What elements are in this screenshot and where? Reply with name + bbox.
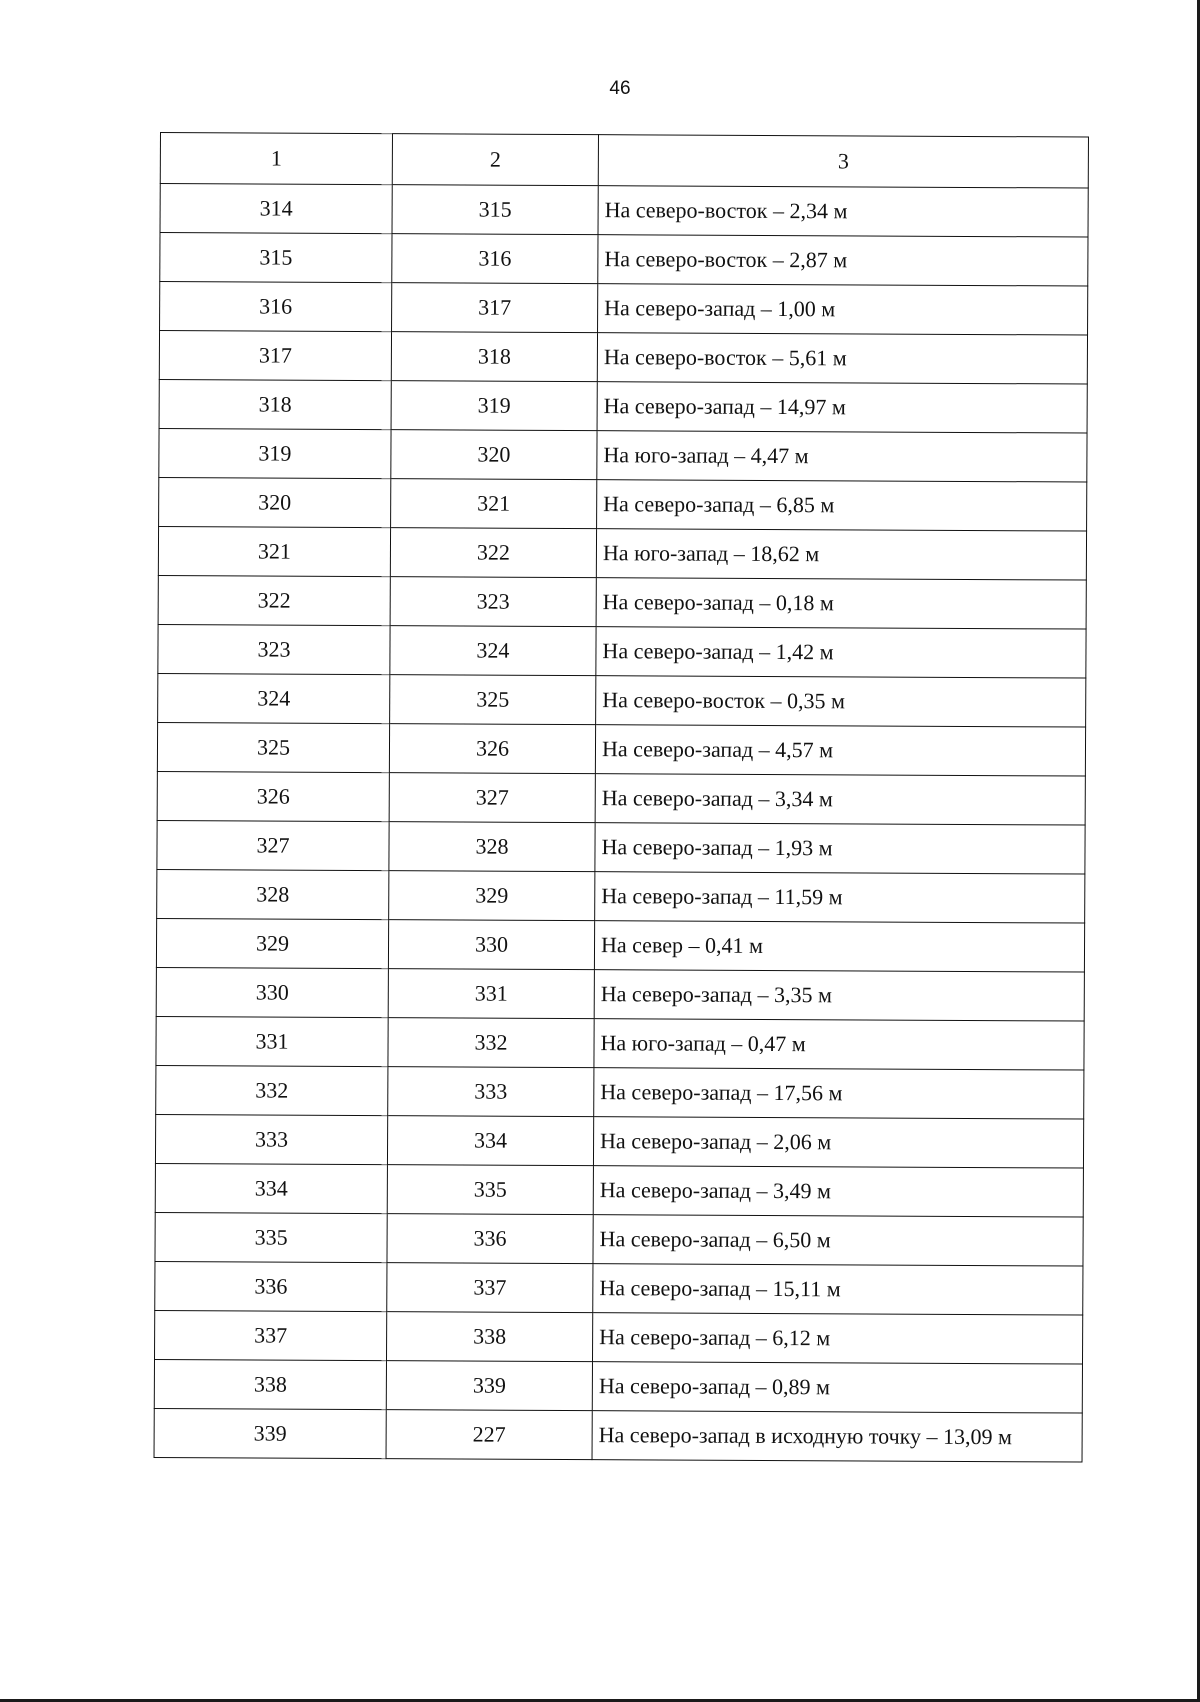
point-to-cell: 331 [388,969,594,1019]
direction-distance-cell: На северо-запад – 6,12 м [592,1313,1082,1364]
table-header-row [160,133,1088,189]
direction-distance-cell: На северо-запад – 1,42 м [596,627,1086,678]
point-from-cell: 334 [155,1163,387,1213]
table-row [156,918,1084,972]
table-row [155,1114,1083,1168]
point-to-cell: 328 [389,822,595,872]
direction-distance-cell: На север – 0,41 м [594,921,1084,972]
table-row [157,722,1085,776]
table-row [156,967,1084,1021]
direction-distance-cell: На северо-запад – 6,85 м [597,480,1087,531]
table-row [158,673,1086,727]
direction-distance-cell: На северо-восток – 0,35 м [596,676,1086,727]
point-to-cell: 321 [391,479,597,529]
table-row [157,771,1085,825]
table-row [155,1261,1083,1315]
point-from-cell: 315 [160,233,392,283]
table-row [155,1310,1083,1364]
table-row [160,233,1088,287]
direction-distance-cell: На северо-запад – 17,56 м [594,1068,1084,1119]
direction-distance-cell: На северо-запад – 2,06 м [593,1117,1083,1168]
point-from-cell: 320 [159,477,391,527]
point-to-cell: 330 [388,920,594,970]
table-row [160,184,1088,238]
point-to-cell: 334 [387,1116,593,1166]
direction-distance-cell: На северо-восток – 2,34 м [598,186,1088,237]
point-from-cell: 322 [158,575,390,625]
point-from-cell: 330 [156,967,388,1017]
table-row [154,1359,1082,1413]
direction-distance-cell: На северо-запад в исходную точку – 13,09 м [592,1411,1082,1462]
point-to-cell: 317 [392,283,598,333]
point-to-cell: 318 [391,332,597,382]
table-row [158,575,1086,629]
point-from-cell: 326 [157,771,389,821]
table-row [160,282,1088,336]
point-to-cell: 324 [390,626,596,676]
point-from-cell: 329 [156,918,388,968]
direction-distance-cell: На северо-запад – 6,50 м [593,1215,1083,1266]
point-to-cell: 336 [387,1214,593,1264]
direction-distance-cell: На юго-запад – 0,47 м [594,1019,1084,1070]
direction-distance-cell: На северо-запад – 1,00 м [598,284,1088,335]
point-from-cell: 335 [155,1212,387,1262]
column-header-1: 1 [160,133,392,185]
point-from-cell: 333 [155,1114,387,1164]
point-to-cell: 329 [389,871,595,921]
table-row [156,1016,1084,1070]
table-row [159,331,1087,385]
table-row [154,1408,1082,1462]
column-header-3: 3 [598,135,1088,188]
table-row [155,1212,1083,1266]
direction-distance-cell: На северо-запад – 14,97 м [597,382,1087,433]
table-row [155,1163,1083,1217]
direction-distance-cell: На северо-запад – 0,89 м [592,1362,1082,1413]
point-from-cell: 338 [154,1359,386,1409]
boundary-table [154,132,1089,1463]
table-row [159,379,1087,433]
point-to-cell: 332 [388,1018,594,1068]
point-to-cell: 315 [392,185,598,235]
point-to-cell: 316 [392,234,598,284]
page-number: 46 [609,78,631,99]
point-from-cell: 323 [158,624,390,674]
direction-distance-cell: На северо-запад – 3,34 м [595,774,1085,825]
point-from-cell: 318 [159,379,391,429]
table-row [158,526,1086,580]
table-row [157,869,1085,923]
direction-distance-cell: На северо-восток – 5,61 м [597,333,1087,384]
table-row [159,477,1087,531]
point-to-cell: 227 [386,1410,592,1460]
direction-distance-cell: На северо-восток – 2,87 м [598,235,1088,286]
point-to-cell: 322 [390,528,596,578]
point-from-cell: 328 [157,869,389,919]
direction-distance-cell: На юго-запад – 4,47 м [597,431,1087,482]
point-to-cell: 338 [386,1312,592,1362]
direction-distance-cell: На северо-запад – 1,93 м [595,823,1085,874]
column-header-2: 2 [392,134,598,186]
point-from-cell: 337 [155,1310,387,1360]
point-to-cell: 319 [391,381,597,431]
direction-distance-cell: На северо-запад – 15,11 м [593,1264,1083,1315]
point-from-cell: 339 [154,1408,386,1458]
table-row [159,428,1087,482]
direction-distance-cell: На северо-запад – 3,49 м [593,1166,1083,1217]
point-from-cell: 317 [159,331,391,381]
point-from-cell: 319 [159,428,391,478]
point-to-cell: 333 [388,1067,594,1117]
direction-distance-cell: На юго-запад – 18,62 м [596,529,1086,580]
point-to-cell: 326 [389,724,595,774]
point-from-cell: 314 [160,184,392,234]
direction-distance-cell: На северо-запад – 3,35 м [594,970,1084,1021]
point-to-cell: 327 [389,773,595,823]
point-from-cell: 332 [156,1065,388,1115]
point-from-cell: 325 [157,722,389,772]
point-to-cell: 335 [387,1165,593,1215]
point-to-cell: 337 [387,1263,593,1313]
point-from-cell: 324 [158,673,390,723]
point-to-cell: 320 [391,430,597,480]
table-row [157,820,1085,874]
table-row [158,624,1086,678]
direction-distance-cell: На северо-запад – 11,59 м [595,872,1085,923]
point-to-cell: 323 [390,577,596,627]
point-from-cell: 331 [156,1016,388,1066]
direction-distance-cell: На северо-запад – 4,57 м [595,725,1085,776]
table-row [156,1065,1084,1119]
direction-distance-cell: На северо-запад – 0,18 м [596,578,1086,629]
point-from-cell: 327 [157,820,389,870]
point-from-cell: 321 [158,526,390,576]
point-from-cell: 316 [160,282,392,332]
point-to-cell: 339 [386,1361,592,1411]
point-from-cell: 336 [155,1261,387,1311]
point-to-cell: 325 [390,675,596,725]
table-body [154,184,1088,1463]
